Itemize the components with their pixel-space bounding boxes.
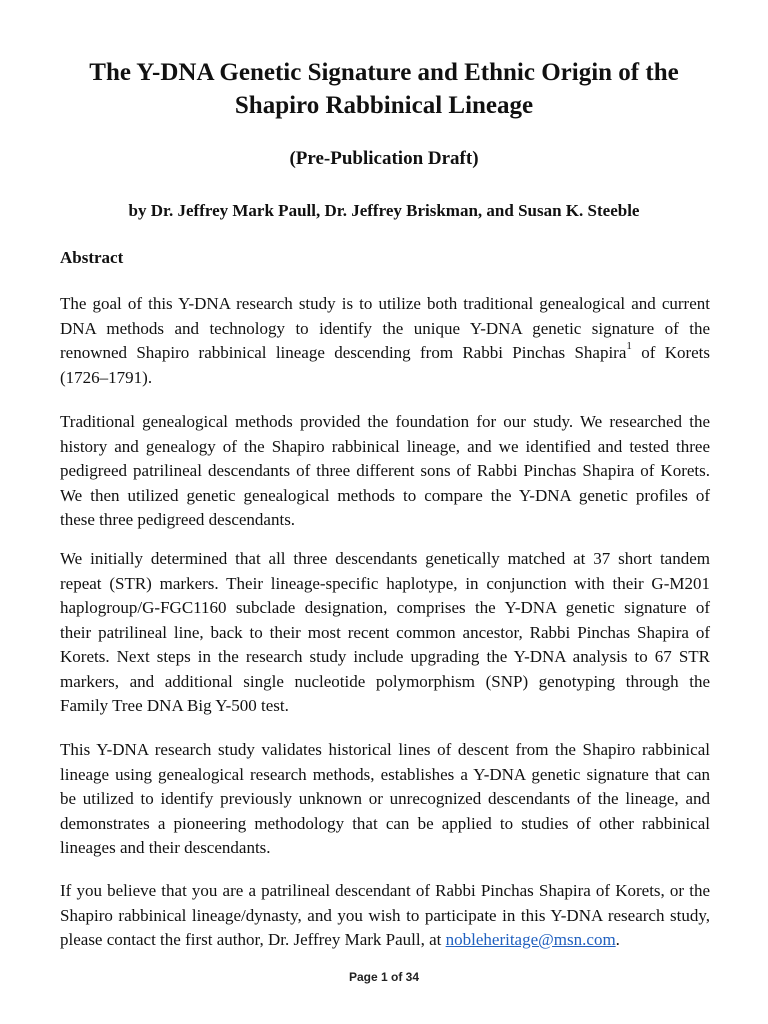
paragraph-line: DNA methods and technology to identify the unique Y-DNA genetic signature of the (60, 318, 710, 338)
abstract-heading: Abstract (60, 248, 124, 267)
footnote-marker[interactable]: 1 (626, 340, 632, 353)
paragraph-text: . (615, 930, 620, 949)
paragraph-text: please contact the first author, Dr. Jeffrey Mark Paull, at (60, 930, 446, 949)
paragraph-line: these three pedigreed descendants. (60, 510, 296, 529)
paragraph-line: We initially determined that all three descendants genetically matched at 37 short tandem (60, 549, 710, 568)
paragraph-line: repeat (STR) markers. Their lineage-specific haplotype, in conjunction with their G-M201 (60, 573, 710, 593)
title-line: Shapiro Rabbinical Lineage (234, 92, 534, 119)
paragraph-line: Traditional genealogical methods provided the foundation for our study. We researched the (60, 412, 710, 431)
paragraph-text: renowned Shapiro rabbinical lineage descending from Rabbi Pinchas Shapira (60, 343, 627, 362)
paragraph-line: Family Tree DNA Big Y-500 test. (60, 696, 289, 715)
paragraph-line: lineage using genealogical research methods, establishes a Y-DNA genetic signature that can (60, 764, 710, 784)
author-byline: by Dr. Jeffrey Mark Paull, Dr. Jeffrey Briskman, and Susan K. Steeble (128, 201, 640, 220)
paragraph-line: Korets. Next steps in the research study include upgrading the Y-DNA analysis to 67 STR (60, 647, 710, 666)
document-title (60, 56, 708, 122)
abstract-paragraph (60, 292, 710, 390)
document-subtitle: (Pre-Publication Draft) (289, 148, 479, 169)
abstract-paragraph (60, 879, 710, 953)
paragraph-line: lineages and their descendants. (60, 838, 271, 857)
paragraph-line: pedigreed patrilineal descendants of three different sons of Rabbi Pinchas Shapira of Korets. (60, 461, 710, 480)
paragraph-line (60, 341, 710, 366)
paragraph-line: If you believe that you are a patrilineal descendant of Rabbi Pinchas Shapira of Korets, or the (60, 881, 710, 900)
title-line: The Y-DNA Genetic Signature and Ethnic Origin of the (89, 59, 679, 86)
paragraph-line: demonstrates a pioneering methodology that can be applied to studies of other rabbinical (60, 813, 710, 833)
paragraph-line: haplogroup/G-FGC1160 subclade designation, comprises the Y-DNA genetic signature of (60, 598, 710, 617)
abstract-paragraph (60, 410, 710, 533)
paragraph-line: their patrilineal line, back to their most recent common ancestor, Rabbi Pinchas Shapira of (60, 622, 710, 642)
paragraph-text: of Korets (631, 343, 711, 362)
paragraph-line: history and genealogy of the Shapiro rabbinical lineage, and we identified and tested three (60, 436, 710, 456)
paragraph-line: (1726–1791). (60, 367, 153, 387)
paragraph-line: be utilized to identify previously unknown or unrecognized descendants of the lineage, and (60, 789, 710, 808)
abstract-paragraph (60, 547, 710, 719)
paragraph-line: Shapiro rabbinical lineage/dynasty, and you wish to participate in this Y-DNA research study, (60, 905, 710, 925)
page-number-footer: Page 1 of 34 (348, 970, 420, 984)
abstract-paragraph (60, 738, 710, 861)
paragraph-line: This Y-DNA research study validates historical lines of descent from the Shapiro rabbinical (60, 740, 710, 759)
paragraph-line (60, 928, 710, 953)
paragraph-line: markers, and additional single nucleotide polymorphism (SNP) genotyping through the (60, 671, 710, 691)
email-link[interactable]: nobleheritage@msn.com (445, 930, 616, 949)
paragraph-line: The goal of this Y-DNA research study is to utilize both traditional genealogical and current (60, 294, 710, 313)
paragraph-line: We then utilized genetic genealogical methods to compare the Y-DNA genetic profiles of (60, 485, 710, 505)
